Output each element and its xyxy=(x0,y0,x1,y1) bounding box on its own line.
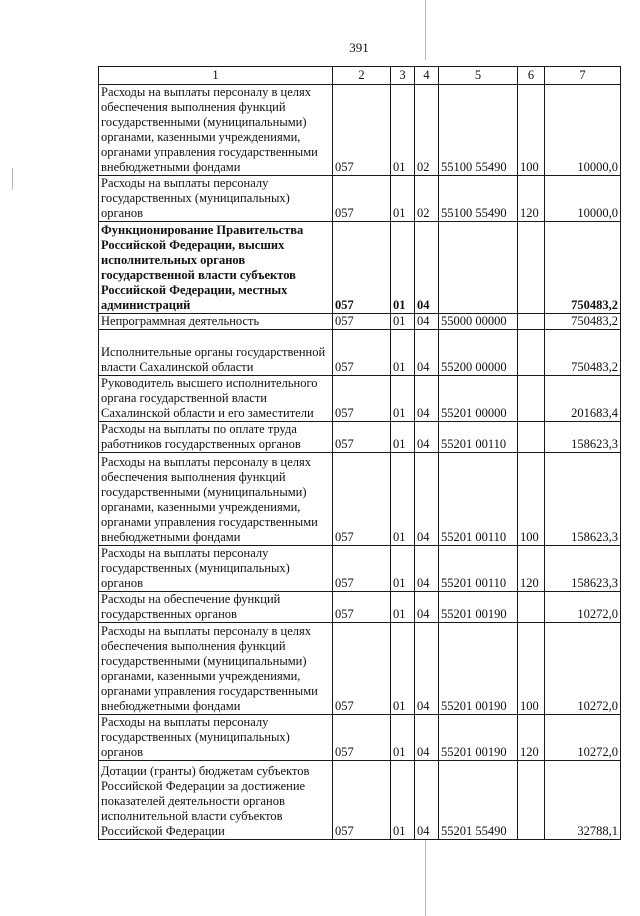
section-code: 01 xyxy=(391,546,415,592)
table-row xyxy=(99,222,621,314)
target-article-code: 55000 00000 xyxy=(439,314,518,330)
ministry-code: 057 xyxy=(333,546,391,592)
ministry-code: 057 xyxy=(333,715,391,761)
expense-type-code: 100 xyxy=(518,453,545,546)
subsection-code: 04 xyxy=(415,623,439,715)
subsection-code: 02 xyxy=(415,85,439,176)
target-article-code: 55201 00190 xyxy=(439,623,518,715)
target-article-code: 55201 00110 xyxy=(439,453,518,546)
section-code: 01 xyxy=(391,715,415,761)
target-article-code xyxy=(439,222,518,314)
ministry-code: 057 xyxy=(333,85,391,176)
section-code: 01 xyxy=(391,330,415,376)
ministry-code: 057 xyxy=(333,176,391,222)
column-header: 4 xyxy=(415,67,439,85)
ministry-code: 057 xyxy=(333,761,391,840)
section-code: 01 xyxy=(391,623,415,715)
budget-table xyxy=(98,66,621,840)
subsection-code: 04 xyxy=(415,422,439,453)
amount: 750483,2 xyxy=(545,330,621,376)
expense-type-code xyxy=(518,761,545,840)
item-name: Расходы на выплаты персоналу государственных (муниципальных) органов xyxy=(99,176,333,222)
amount: 750483,2 xyxy=(545,222,621,314)
scan-mark xyxy=(425,0,426,60)
table-row xyxy=(99,176,621,222)
expense-type-code xyxy=(518,592,545,623)
column-header: 6 xyxy=(518,67,545,85)
scan-mark xyxy=(425,840,426,916)
item-name: Расходы на выплаты персоналу государственных (муниципальных) органов xyxy=(99,715,333,761)
section-code: 01 xyxy=(391,761,415,840)
expense-type-code xyxy=(518,330,545,376)
section-code: 01 xyxy=(391,422,415,453)
subsection-code: 04 xyxy=(415,314,439,330)
target-article-code: 55100 55490 xyxy=(439,176,518,222)
item-name: Дотации (гранты) бюджетам субъектов Российской Федерации за достижение показателей деятельности органов исполнительной власти субъектов Российской Федерации xyxy=(99,761,333,840)
table-row xyxy=(99,715,621,761)
ministry-code: 057 xyxy=(333,314,391,330)
expense-type-code xyxy=(518,222,545,314)
item-name: Функционирование Правительства Российской Федерации, высших исполнительных органов государственной власти субъектов Российской Федерации, местных администраций xyxy=(99,222,333,314)
ministry-code: 057 xyxy=(333,376,391,422)
target-article-code: 55200 00000 xyxy=(439,330,518,376)
item-name: Непрограммная деятельность xyxy=(99,314,333,330)
subsection-code: 02 xyxy=(415,176,439,222)
amount: 10000,0 xyxy=(545,176,621,222)
ministry-code: 057 xyxy=(333,453,391,546)
target-article-code: 55201 00190 xyxy=(439,715,518,761)
scan-mark xyxy=(12,168,13,190)
section-code: 01 xyxy=(391,592,415,623)
section-code: 01 xyxy=(391,453,415,546)
item-name: Исполнительные органы государственной власти Сахалинской области xyxy=(99,330,333,376)
amount: 32788,1 xyxy=(545,761,621,840)
amount: 158623,3 xyxy=(545,453,621,546)
ministry-code: 057 xyxy=(333,330,391,376)
table-row xyxy=(99,592,621,623)
subsection-code: 04 xyxy=(415,715,439,761)
item-name: Расходы на выплаты персоналу государственных (муниципальных) органов xyxy=(99,546,333,592)
subsection-code: 04 xyxy=(415,376,439,422)
subsection-code: 04 xyxy=(415,761,439,840)
table-header-row xyxy=(99,67,621,85)
target-article-code: 55201 00000 xyxy=(439,376,518,422)
table-row xyxy=(99,546,621,592)
column-header: 2 xyxy=(333,67,391,85)
ministry-code: 057 xyxy=(333,422,391,453)
subsection-code: 04 xyxy=(415,546,439,592)
target-article-code: 55100 55490 xyxy=(439,85,518,176)
section-code: 01 xyxy=(391,85,415,176)
target-article-code: 55201 00110 xyxy=(439,546,518,592)
ministry-code: 057 xyxy=(333,623,391,715)
item-name: Руководитель высшего исполнительного органа государственной власти Сахалинской области и его заместители xyxy=(99,376,333,422)
expense-type-code xyxy=(518,422,545,453)
column-header: 5 xyxy=(439,67,518,85)
column-header: 3 xyxy=(391,67,415,85)
table-row xyxy=(99,453,621,546)
item-name: Расходы на выплаты персоналу в целях обеспечения выполнения функций государственными (муниципальными) органами, казенными учреждениями, органами управления государственными внебюджетными фондами xyxy=(99,85,333,176)
subsection-code: 04 xyxy=(415,330,439,376)
table-row xyxy=(99,761,621,840)
amount: 10000,0 xyxy=(545,85,621,176)
expense-type-code: 120 xyxy=(518,546,545,592)
table-row xyxy=(99,376,621,422)
amount: 158623,3 xyxy=(545,422,621,453)
ministry-code: 057 xyxy=(333,222,391,314)
amount: 158623,3 xyxy=(545,546,621,592)
table-row xyxy=(99,623,621,715)
column-header: 1 xyxy=(99,67,333,85)
expense-type-code xyxy=(518,376,545,422)
item-name: Расходы на выплаты по оплате труда работников государственных органов xyxy=(99,422,333,453)
section-code: 01 xyxy=(391,314,415,330)
table-row xyxy=(99,330,621,376)
item-name: Расходы на выплаты персоналу в целях обеспечения выполнения функций государственными (муниципальными) органами, казенными учреждениями, органами управления государственными внебюджетными фондами xyxy=(99,623,333,715)
subsection-code: 04 xyxy=(415,453,439,546)
expense-type-code: 120 xyxy=(518,176,545,222)
amount: 750483,2 xyxy=(545,314,621,330)
expense-type-code: 120 xyxy=(518,715,545,761)
section-code: 01 xyxy=(391,222,415,314)
table-row xyxy=(99,85,621,176)
amount: 10272,0 xyxy=(545,715,621,761)
column-header: 7 xyxy=(545,67,621,85)
section-code: 01 xyxy=(391,376,415,422)
amount: 201683,4 xyxy=(545,376,621,422)
expense-type-code xyxy=(518,314,545,330)
target-article-code: 55201 55490 xyxy=(439,761,518,840)
section-code: 01 xyxy=(391,176,415,222)
table-row xyxy=(99,314,621,330)
item-name: Расходы на выплаты персоналу в целях обеспечения выполнения функций государственными (муниципальными) органами, казенными учреждениями, органами управления государственными внебюджетными фондами xyxy=(99,453,333,546)
subsection-code: 04 xyxy=(415,222,439,314)
expense-type-code: 100 xyxy=(518,623,545,715)
target-article-code: 55201 00190 xyxy=(439,592,518,623)
page-number: 391 xyxy=(349,40,369,55)
amount: 10272,0 xyxy=(545,623,621,715)
target-article-code: 55201 00110 xyxy=(439,422,518,453)
amount: 10272,0 xyxy=(545,592,621,623)
subsection-code: 04 xyxy=(415,592,439,623)
table-row xyxy=(99,422,621,453)
expense-type-code: 100 xyxy=(518,85,545,176)
ministry-code: 057 xyxy=(333,592,391,623)
item-name: Расходы на обеспечение функций государственных органов xyxy=(99,592,333,623)
